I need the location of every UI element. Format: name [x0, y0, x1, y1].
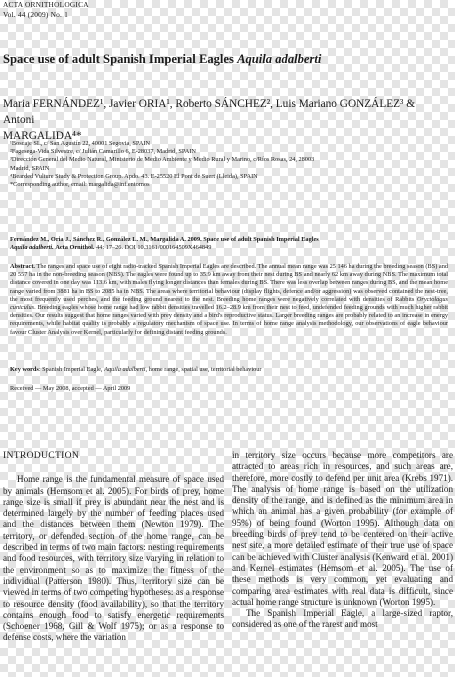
- author-line-2: MARGALIDA⁴*: [3, 130, 82, 142]
- section-heading-introduction: INTRODUCTION: [3, 450, 80, 461]
- affiliation-2: ²Fagesega-Vida Silvestre, c/ Julián Camarillo 6, E-28037, Madrid, SPAIN: [10, 148, 196, 156]
- intro-paragraph-1: Home range is the fundamental measure of space used by animals (Hemsom et al. 2005). For birds of prey, home range size is small if prey is abundant near the nest and is determined largely by the number of feeding places used and the distances between them (Newton 1979). The territory, or defended section of the home range, can be described in terms of two main factors: nesting requirements and food resources, with territory size varying in relation to the environment so as to maximize the fitness of the individual (Patterson 1980). Thus, territory size can be viewed in terms of two competing hypotheses: as a response to resource density (food availability), so that the territory contains enough food to satisfy energetic requirements (Schoener 1968, Gill & Wolf 1975); or as a response to defense costs, where the variation: [3, 474, 224, 643]
- abstract-text-a: The ranges and space use of eight radio-tracked Spanish Imperial Eagles are described. The annual mean range was 25 146 ha during the breeding season (BS) and 20 557 ha in the non-breeding season (NBS). The eagles were found up to 35.9 km away from their nest during BS and nearly 62 km away during NBS. The maximum total distance covered in one day was 113.6 km, with males flying longer distances than females during BS. There was less overlap between ranges during BS, and the mean home range varied from 3881 ha in BS to 2085 ha in NBS. The areas where territorial behaviour (display flights, defence and/or aggression) was observed contained the nest-tree, the most frequently used perches, and the feeding ground nearest to the nest. Breeding home ranges were negatively correlated with densities of Rabbits: [10, 263, 448, 303]
- abstract-rabbit-species: Oryctolagus cuniculus: [10, 295, 448, 312]
- keywords-species: Aquila adalberti: [104, 366, 146, 373]
- affiliations: [10, 140, 450, 189]
- keywords-text-a: : Spanish Imperial Eagle,: [38, 366, 103, 373]
- keywords-text-b: , home range, spatial use, territorial behaviour: [145, 366, 262, 373]
- journal-name: ACTA ORNITHOLOGICA: [3, 0, 89, 9]
- journal-header: [3, 0, 89, 19]
- paper-title: [3, 52, 451, 67]
- journal-volume: Vol. 44 (2009) No. 1: [3, 9, 69, 19]
- right-column: [232, 450, 453, 631]
- received-dates: Received — May 2008, accepted — April 2009: [10, 385, 131, 392]
- intro-paragraph-2: The Spanish Imperial Eagle, a large-sized raptor, considered as one of the rarest and most: [232, 608, 453, 630]
- abstract-text-b: . Breeding eagles whose home range had low rabbit densities travelled 16.2–28.9 km from their nest to feed, undefended feeding grounds with much higher rabbit densities. Our results suggest that home ranges varied with prey density and a bird's reproductive status. Larger breeding ranges are probably related to an increase in energy requirements, while habitat quality is probably a regulatory mechanism of space use. In terms of home range analysis methodology, our observations of eagle behaviour favour Cluster Analysis over Kernel, particularly for defining distant feeding grounds.: [10, 304, 448, 336]
- intro-paragraph-1-cont: in territory size occurs because more competitors are attracted to areas rich in resources, and such areas are, therefore, more costly to defend per unit area (Krebs 1971). The analysis of home range is based on the utilization density of the range, and is defined as the minimum area in which an animal has a given probability (for example of 95%) of being found (Worton 1995). Although data on breeding birds of prey tend to be centered on their active nest site, a more detailed estimate of their true use of space can be achieved with Cluster analysis (Kenward et al. 2001) and Kernel estimates (Hemsom et al. 2005). The use of these methods is very common, yet evaluating and comparing area estimates with real data is difficult, since actual home range structure is unknown (Worton 1995).: [232, 450, 453, 607]
- left-column: [3, 450, 224, 644]
- citation-journal: Acta Ornithol.: [55, 244, 95, 252]
- corresponding-author: *Corresponding author, email: margalida@inf.entornos: [10, 181, 150, 189]
- author-list: [3, 96, 448, 144]
- title-species: Aquila adalberti: [237, 52, 322, 66]
- title-main: Space use of adult Spanish Imperial Eagles: [3, 52, 234, 66]
- abstract: [10, 263, 448, 337]
- keywords: [10, 366, 448, 374]
- keywords-label: Key words: [10, 366, 39, 373]
- citation-species: Aquila adalberti.: [10, 244, 54, 252]
- citation-doi: 44: 17–26. DOI 10.3161/000164509X464849: [96, 244, 212, 252]
- affiliation-3: ³Dirección General del Medio Natural, Ministerio de Medio Ambiente y Medio Rural y Marino, c/Ríos Rosas, 24, 28003: [10, 156, 315, 164]
- citation: [10, 236, 450, 252]
- affiliation-4: ⁴Bearded Vulture Study & Protection Group. Apdo. 43. E-25520 El Pont de Suert (Lleida), SPAIN: [10, 172, 258, 180]
- author-line-1: Maria FERNÁNDEZ¹, Javier ORIA¹, Roberto SÁNCHEZ², Luis Mariano GONZÁLEZ³ & Antoni: [3, 98, 416, 126]
- affiliation-3-cont: Madrid, SPAIN: [10, 164, 50, 172]
- abstract-label: Abstract.: [10, 263, 36, 270]
- affiliation-1: ¹Boscaje SL, c/ San Agustín 22, 40001 Segovia, SPAIN: [10, 140, 151, 147]
- citation-authors-title: Fernández M., Oria J., Sánchez R., González L. M., Margalida A. 2009. Space use of adult Spanish Imperial Eagles: [10, 236, 319, 243]
